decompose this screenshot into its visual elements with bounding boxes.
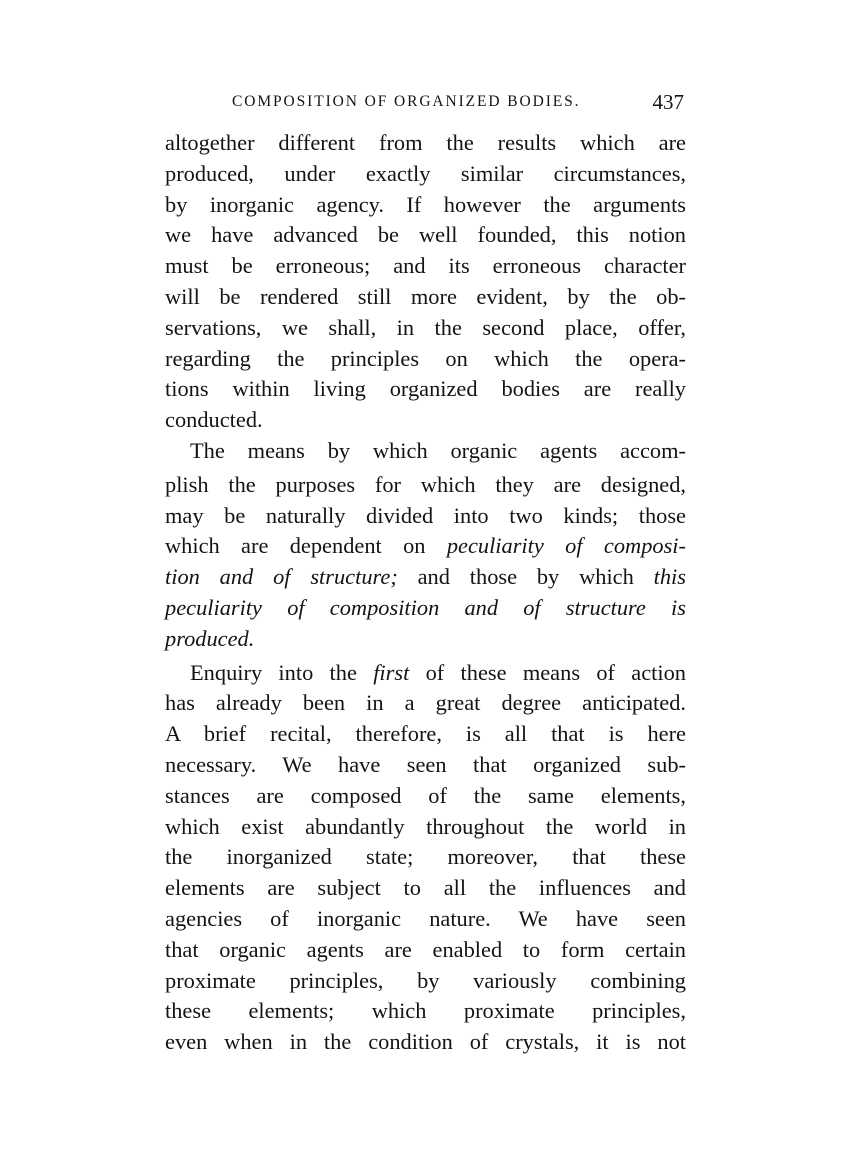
body-text xyxy=(165,128,686,1058)
text-line: that organic agents are enabled to form certain xyxy=(165,936,686,962)
italic-text: tion and of structure; xyxy=(165,564,398,590)
text-line: regarding the principles on which the opera- xyxy=(165,345,686,371)
text-line: altogether different from the results which are xyxy=(165,130,686,155)
text-line: we have advanced be well founded, this notion xyxy=(165,222,686,248)
text-line: The means by which organic agents accom- xyxy=(190,437,686,463)
text-line xyxy=(165,658,686,689)
italic-text: this xyxy=(653,564,686,590)
text-line: must be erroneous; and its erroneous character xyxy=(165,253,686,279)
text-line: may be naturally divided into two kinds; those xyxy=(165,502,686,528)
italic-text: peculiarity of composition and of structure is xyxy=(165,594,686,620)
italic-text: peculiarity of composi- xyxy=(446,533,686,559)
text-line: agencies of inorganic nature. We have seen xyxy=(165,905,686,931)
text-line: servations, we shall, in the second place, offer, xyxy=(165,314,686,340)
text-segment: Enquiry into the xyxy=(190,659,374,685)
text-line: tions within living organized bodies are really xyxy=(165,376,686,402)
page-header xyxy=(232,90,684,116)
text-line xyxy=(165,593,686,624)
text-segment: which are dependent on xyxy=(165,533,447,559)
text-line xyxy=(165,562,686,593)
text-line: which exist abundantly throughout the world in xyxy=(165,813,686,839)
text-line: plish the purposes for which they are designed, xyxy=(165,471,686,497)
text-line: has already been in a great degree anticipated. xyxy=(165,690,686,716)
text-segment: of these means of action xyxy=(409,659,686,685)
running-title: COMPOSITION OF ORGANIZED BODIES. xyxy=(232,93,581,110)
text-line: proximate principles, by variously combining xyxy=(165,967,686,993)
page-number: 437 xyxy=(652,90,684,114)
text-line: produced, under exactly similar circumstances, xyxy=(165,160,686,186)
text-line xyxy=(165,531,686,562)
text-line: by inorganic agency. If however the arguments xyxy=(165,191,686,217)
text-line: the inorganized state; moreover, that these xyxy=(165,844,686,870)
italic-text: produced. xyxy=(165,625,255,651)
text-line: elements are subject to all the influences and xyxy=(165,875,686,901)
text-segment: and those by which xyxy=(397,564,654,590)
text-line: A brief recital, therefore, is all that is here xyxy=(165,721,686,747)
italic-text: first xyxy=(373,659,410,685)
text-line xyxy=(165,624,686,655)
text-line: necessary. We have seen that organized sub- xyxy=(165,751,686,777)
text-line: even when in the condition of crystals, it is not xyxy=(165,1029,686,1055)
text-line: conducted. xyxy=(165,407,263,433)
text-line: these elements; which proximate principles, xyxy=(165,998,686,1024)
text-line: will be rendered still more evident, by the ob- xyxy=(165,283,686,309)
text-line: stances are composed of the same elements, xyxy=(165,782,686,808)
